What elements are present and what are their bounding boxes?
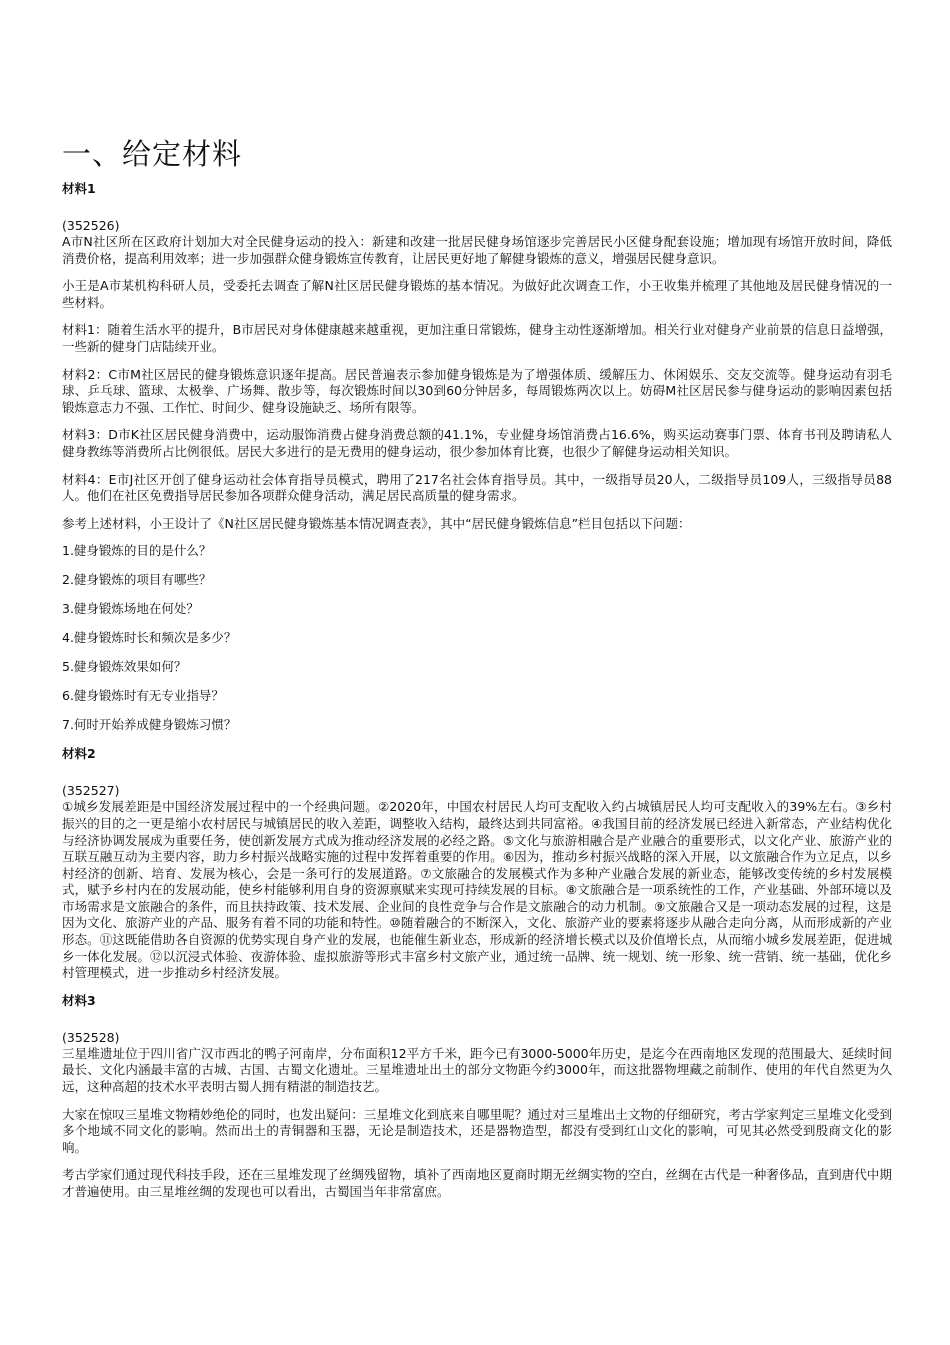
survey-question: 6.健身锻炼时有无专业指导？ <box>62 688 224 704</box>
material-1-section <box>62 181 892 733</box>
material-1-paragraph: 参考上述材料，小王设计了《N社区居民健身锻炼基本情况调查表》，其中“居民健身锻炼信息”栏目包括以下问题： <box>62 515 691 531</box>
material-1-paragraph: 材料4：E市J社区开创了健身运动社会体育指导员模式，聘用了217名社会体育指导员。其中，一级指导员20人，二级指导员109人，三级指导员88人。他们在社区免费指导居民参加各项群众健身活动，满足居民高质量的健身需求。 <box>62 471 892 504</box>
material-1-paragraph: 小王是A市某机构科研人员，受委托去调查了解N社区居民健身锻炼的基本情况。为做好此次调查工作，小王收集并梳理了其他地及居民健身情况的一些材料。 <box>62 278 892 310</box>
survey-question: 2.健身锻炼的项目有哪些？ <box>62 572 212 588</box>
document-page <box>62 133 892 1212</box>
survey-question: 5.健身锻炼效果如何？ <box>62 659 187 675</box>
survey-question: 4.健身锻炼时长和频次是多少？ <box>62 630 237 646</box>
material-3-heading: 材料3 <box>62 992 96 1008</box>
material-2-heading: 材料2 <box>62 746 96 762</box>
material-2-id: (352527) <box>62 783 120 799</box>
material-2-section <box>62 746 892 982</box>
material-1-paragraph: 材料2：C市M社区居民的健身锻炼意识逐年提高。居民普遍表示参加健身锻炼是为了增强体质、缓解压力、休闲娱乐、交友交流等。健身运动有羽毛球、乒乓球、篮球、太极拳、广场舞、散步等，每次锻炼时间以30到60分钟居多，每周锻炼两次以上。妨碍M社区居民参与健身运动的影响因素包括锻炼意志力不强、工作忙、时间少、健身设施缺乏、场所有限等。 <box>62 366 892 415</box>
material-3-paragraph: 考古学家们通过现代科技手段，还在三星堆发现了丝绸残留物，填补了西南地区夏商时期无丝绸实物的空白，丝绸在古代是一种奢侈品，直到唐代中期才普遍使用。由三星堆丝绸的发现也可以看出，古蜀国当年非常富庶。 <box>62 1167 892 1199</box>
material-1-paragraph: 材料1：随着生活水平的提升，B市居民对身体健康越来越重视，更加注重日常锻炼，健身主动性逐渐增加。相关行业对健身产业前景的信息日益增强，一些新的健身门店陆续开业。 <box>62 322 892 354</box>
material-2-paragraph: ①城乡发展差距是中国经济发展过程中的一个经典问题。②2020年，中国农村居民人均可支配收入约占城镇居民人均可支配收入的39%左右。③乡村振兴的目的之一更是缩小农村居民与城镇居民的收入差距，调整收入结构，最终达到共同富裕。④我国目前的经济发展已经进入新常态，产业结构优化与经济协调发展成为重要任务，使创新发展方式成为推动经济发展的必经之路。⑤文化与旅游相融合是产业融合的重要形式，以文化产业、旅游产业的互联互融互动为主要内容，助力乡村振兴战略实施的过程中发挥着重要的作用。⑥因为，推动乡村振兴战略的深入开展，以文旅融合作为立足点，以乡村经济的创新、培育、发展为核心，会是一条可行的发展道路。⑦文旅融合的发展模式作为多种产业融合发展的新业态，能够改变传统的乡村发展模式，赋予乡村内在的发展动能，使乡村能够利用自身的资源禀赋来实现可持续发展的目标。⑧文旅融合是一项系统性的工作，产业基础、外部环境以及市场需求是文旅融合的条件，而且扶持政策、技术发展、企业间的良性竞争与合作是文旅融合的动力机制。⑨文旅融合又是一项动态发展的过程，这是因为文化、旅游产业的产品、服务有着不同的功能和特性。⑩随着融合的不断深入，文化、旅游产业的要素将逐步从融合走向分离，从而形成新的产业形态。⑪这既能借助各自资源的优势实现自身产业的发展，也能催生新业态，形成新的经济增长模式以及价值增长点，从而缩小城乡发展差距，促进城乡一体化发展。⑫以沉浸式体验、夜游体验、虚拟旅游等形式丰富乡村文旅产业，通过统一品牌、统一规划、统一形象、统一营销、统一基础，优化乡村管理模式，进一步推动乡村经济发展。 <box>62 799 892 981</box>
page-title: 一、给定材料 <box>62 137 243 171</box>
material-1-id: (352526) <box>62 218 120 233</box>
material-3-section <box>62 993 892 1201</box>
material-1-paragraph: 材料3：D市K社区居民健身消费中，运动服饰消费占健身消费总额的41.1%，专业健身场馆消费占16.6%，购买运动赛事门票、体育书刊及聘请私人健身教练等消费所占比例很低。居民大多进行的是无费用的健身运动，很少参加体育比赛，也很少了解健身运动相关知识。 <box>62 427 892 459</box>
material-3-id: (352528) <box>62 1029 120 1045</box>
survey-question: 7.何时开始养成健身锻炼习惯？ <box>62 717 237 733</box>
survey-question: 3.健身锻炼场地在何处？ <box>62 601 199 617</box>
material-1-paragraph: A市N社区所在区政府计划加大对全民健身运动的投入：新建和改建一批居民健身场馆逐步完善居民小区健身配套设施；增加现有场馆开放时间，降低消费价格，提高利用效率；进一步加强群众健身锻炼宣传教育，让居民更好地了解健身锻炼的意义，增强居民健身意识。 <box>62 234 892 266</box>
material-3-paragraph: 大家在惊叹三星堆文物精妙绝伦的同时，也发出疑问：三星堆文化到底来自哪里呢？通过对三星堆出土文物的仔细研究，考古学家判定三星堆文化受到多个地域不同文化的影响。然而出土的青铜器和玉器，无论是制造技术，还是器物造型，都没有受到红山文化的影响，可见其必然受到殷商文化的影响。 <box>62 1106 892 1155</box>
material-1-heading: 材料1 <box>62 181 96 196</box>
survey-question: 1.健身锻炼的目的是什么？ <box>62 543 212 559</box>
material-3-paragraph: 三星堆遗址位于四川省广汉市西北的鸭子河南岸，分布面积12平方千米，距今已有3000-5000年历史，是迄今在西南地区发现的范围最大、延续时间最长、文化内涵最丰富的古城、古国、古蜀文化遗址。三星堆遗址出土的部分文物距今约3000年，而这批器物埋藏之前制作、使用的年代自然更为久远，这种高超的技术水平表明古蜀人拥有精湛的制造技艺。 <box>62 1045 892 1095</box>
